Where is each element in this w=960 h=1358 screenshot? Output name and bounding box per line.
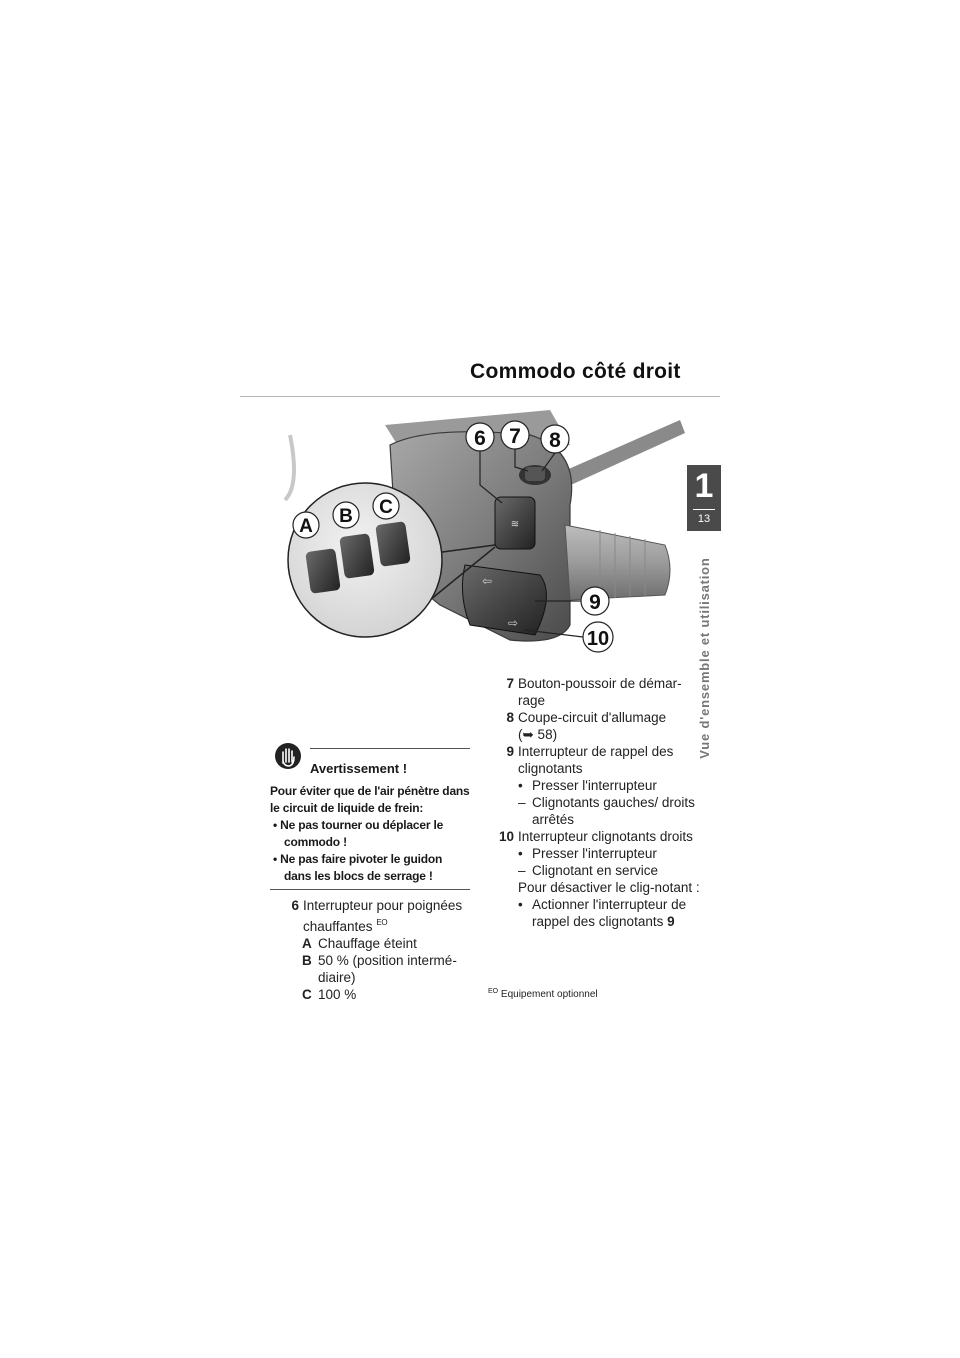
entry-9-result: – Clignotants gauches/ droits arrêtés [518,795,695,827]
optional-equipment-mark: EO [376,918,388,927]
entry-10: 10 Interrupteur clignotants droits [498,829,693,844]
hand-stop-icon [274,741,302,771]
warning-item: • Ne pas tourner ou déplacer le commodo ! [273,818,444,849]
callout-a: A [299,516,313,537]
sub-entry-a: A Chauffage éteint [302,936,417,951]
title-rule [240,396,720,397]
callout-10: 10 [586,628,610,650]
callout-6: 6 [474,427,486,450]
callout-7: 7 [509,425,521,448]
warning-title: Avertissement ! [310,761,408,776]
entry-6 [270,897,475,935]
warning-header [310,748,470,783]
side-chapter-label: Vue d'ensemble et utilisation [697,557,712,759]
entry-7: 7 Bouton-poussoir de démar-rage [506,676,682,708]
entry-text: Interrupteur pour poignées chauffantes [303,898,463,934]
footnote-mark: EO [488,988,499,995]
callout-b: B [339,506,353,527]
warning-box [270,748,470,890]
svg-text:≋: ≋ [510,519,520,530]
entry-8: 8 Coupe-circuit d'allumage (➥ 58) [506,710,667,742]
warning-bottom-rule [270,889,470,890]
handlebar-switch-illustration [270,405,690,667]
sub-entry-b: B 50 % (position intermé-diaire) [302,953,457,985]
entry-10-deactivate-action: • Actionner l'interrupteur de rappel des clignotants 9 [518,897,687,929]
chapter-tab [687,465,721,531]
page-reference: (➥ 58) [518,727,558,742]
callout-9: 9 [589,591,601,614]
callout-8: 8 [549,429,561,452]
chapter-divider [693,509,715,510]
svg-text:⇦: ⇦ [482,574,493,588]
page-title: Commodo côté droit [470,360,681,383]
footnote [488,988,598,1000]
entry-10-deactivate: Pour désactiver le clig-notant : [518,880,700,895]
callout-c: C [379,497,393,518]
chapter-number: 1 [694,467,714,505]
sub-entry-c: C 100 % [302,987,357,1002]
page-number: 13 [697,513,711,525]
right-column [485,675,700,930]
footnote-text: Equipement optionnel [500,989,598,1000]
entry-10-action: • Presser l'interrupteur [518,846,657,861]
svg-text:⇨: ⇨ [508,616,519,630]
entry-10-result: – Clignotant en service [518,863,659,878]
warning-intro: Pour éviter que de l'air pénètre dans le circuit de liquide de frein: [270,784,470,815]
entry-9-action: • Presser l'interrupteur [518,778,657,793]
warning-item: • Ne pas faire pivoter le guidon dans les blocs de serrage ! [273,852,443,883]
entry-number: 6 [291,898,299,913]
left-column [270,897,475,1003]
entry-9: 9 Interrupteur de rappel des clignotants [506,744,674,776]
